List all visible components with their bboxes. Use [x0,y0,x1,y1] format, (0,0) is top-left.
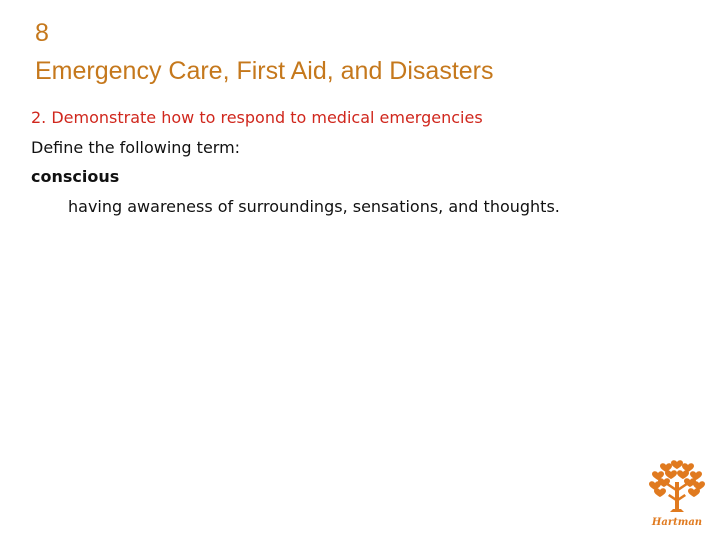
definition-prompt: Define the following term: [31,138,241,157]
heart-tree-icon [646,456,708,518]
vocabulary-term: conscious [31,167,120,186]
hartman-logo [646,456,708,532]
chapter-title: Emergency Care, First Aid, and Disasters [35,57,494,85]
chapter-number: 8 [35,19,49,47]
logo-wordmark: Hartman [651,517,703,528]
learning-objective: 2. Demonstrate how to respond to medical emergencies [31,108,483,127]
term-definition: having awareness of surroundings, sensations, and thoughts. [68,197,560,216]
